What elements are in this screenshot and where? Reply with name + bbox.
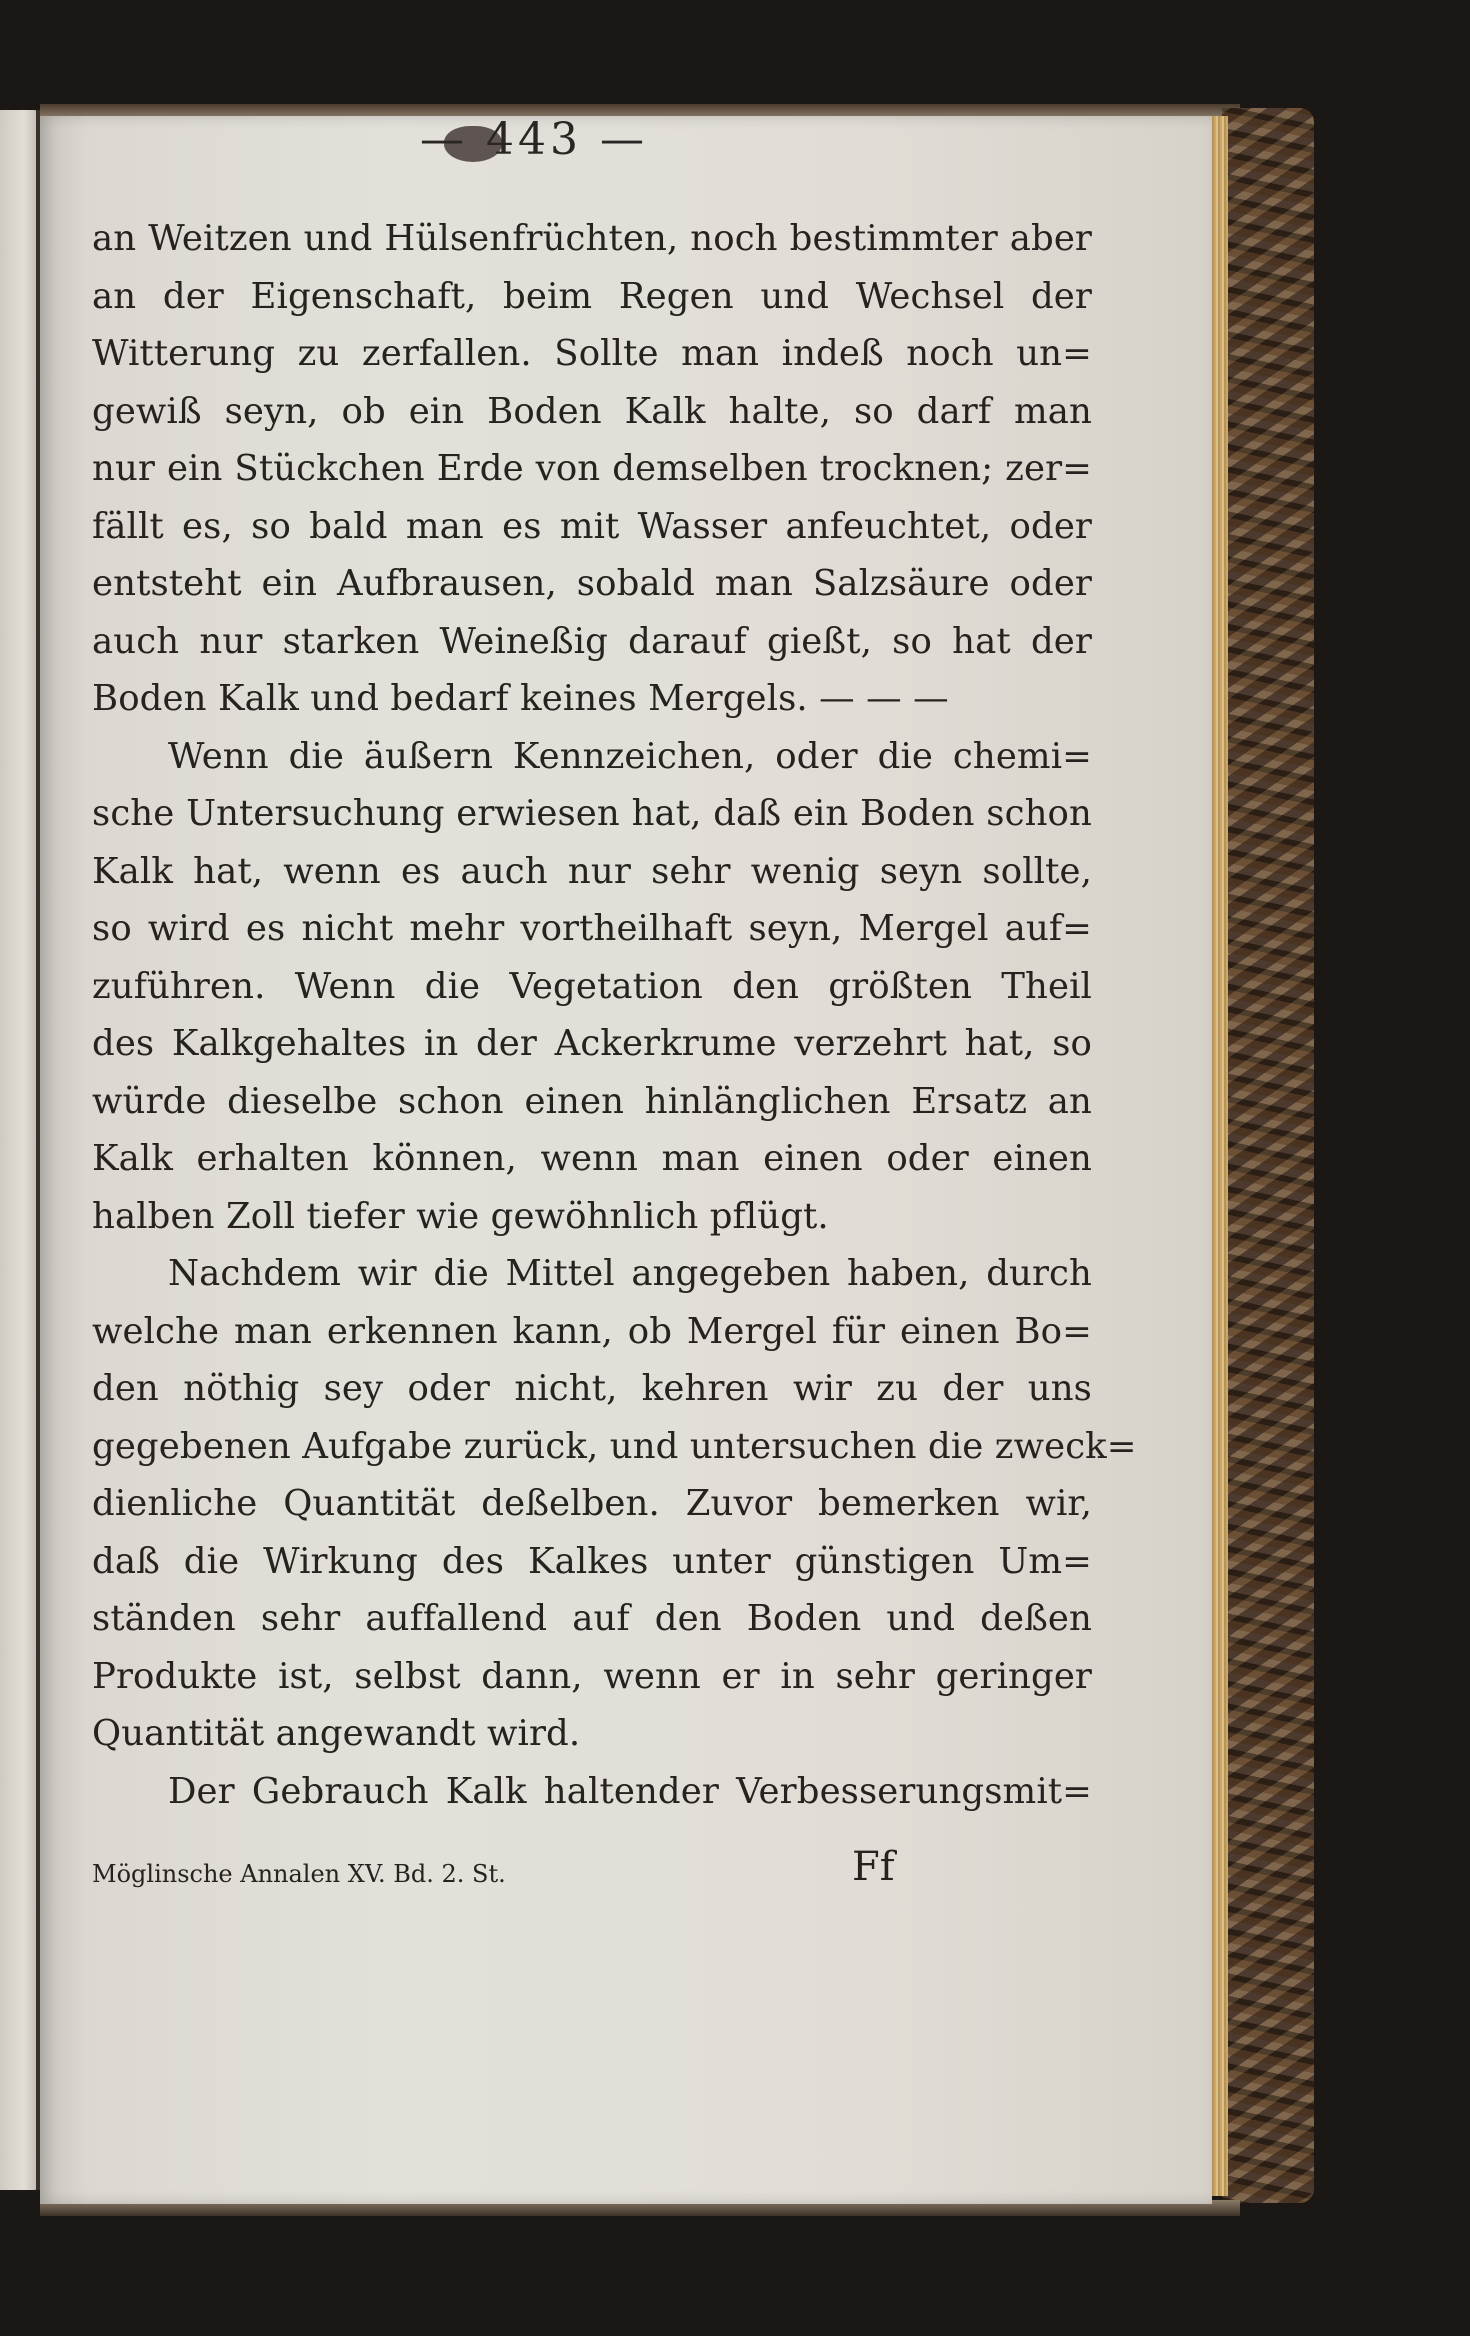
text-line: welche man erkennen kann, ob Mergel für einen Bo= xyxy=(92,1310,1092,1352)
previous-page-edge xyxy=(0,110,40,2190)
book-cover-edge xyxy=(1222,108,1314,2203)
printer-signature: Möglinsche Annalen XV. Bd. 2. St. xyxy=(92,1860,506,1888)
text-line: Quantität angewandt wird. xyxy=(92,1713,581,1754)
text-line: zuführen. Wenn die Vegetation den größten Theil xyxy=(92,965,1092,1007)
text-line: Boden Kalk und bedarf keines Mergels. — — — xyxy=(92,678,949,719)
page-footer xyxy=(92,1844,1092,1904)
sheet-signature-mark: Ff xyxy=(852,1844,895,1890)
text-line: gegebenen Aufgabe zurück, und untersuchen die zweck= xyxy=(92,1425,1137,1467)
text-line: des Kalkgehaltes in der Ackerkrume verzehrt hat, so xyxy=(92,1023,1092,1064)
text-line: so wird es nicht mehr vortheilhaft seyn, Mergel auf= xyxy=(92,908,1092,949)
text-line: Kalk erhalten können, wenn man einen oder einen xyxy=(92,1138,1092,1179)
text-line: an Weitzen und Hülsenfrüchten, noch bestimmter aber xyxy=(92,218,1092,259)
text-line: würde dieselbe schon einen hinlänglichen Ersatz an xyxy=(92,1080,1092,1122)
text-line: Nachdem wir die Mittel angegeben haben, durch xyxy=(168,1253,1092,1294)
body-text xyxy=(92,210,1137,1820)
text-line: daß die Wirkung des Kalkes unter günstigen Um= xyxy=(92,1540,1092,1582)
text-line: auch nur starken Weineßig darauf gießt, so hat der xyxy=(92,620,1092,662)
text-line: ständen sehr auffallend auf den Boden und deßen xyxy=(92,1598,1092,1639)
text-line: fällt es, so bald man es mit Wasser anfeuchtet, oder xyxy=(92,505,1092,547)
text-line: den nöthig sey oder nicht, kehren wir zu der uns xyxy=(92,1368,1092,1409)
text-line: Produkte ist, selbst dann, wenn er in sehr geringer xyxy=(92,1655,1092,1697)
text-line: sche Untersuchung erwiesen hat, daß ein Boden schon xyxy=(92,793,1092,834)
text-line: gewiß seyn, ob ein Boden Kalk halte, so darf man xyxy=(92,390,1092,432)
page-number: — 443 — xyxy=(420,114,648,165)
text-line: Witterung zu zerfallen. Sollte man indeß noch un= xyxy=(92,333,1092,374)
text-line: Wenn die äußern Kennzeichen, oder die chemi= xyxy=(168,735,1092,777)
text-line: Kalk hat, wenn es auch nur sehr wenig seyn sollte, xyxy=(92,850,1092,892)
text-line: an der Eigenschaft, beim Regen und Wechsel der xyxy=(92,275,1092,317)
text-line: entsteht ein Aufbrausen, sobald man Salzsäure oder xyxy=(92,563,1092,604)
text-line: halben Zoll tiefer wie gewöhnlich pflügt. xyxy=(92,1195,829,1237)
text-line: dienliche Quantität deßelben. Zuvor bemerken wir, xyxy=(92,1483,1092,1524)
text-line: Der Gebrauch Kalk haltender Verbesserungsmit= xyxy=(168,1770,1092,1812)
text-line: nur ein Stückchen Erde von demselben trocknen; zer= xyxy=(92,448,1092,489)
